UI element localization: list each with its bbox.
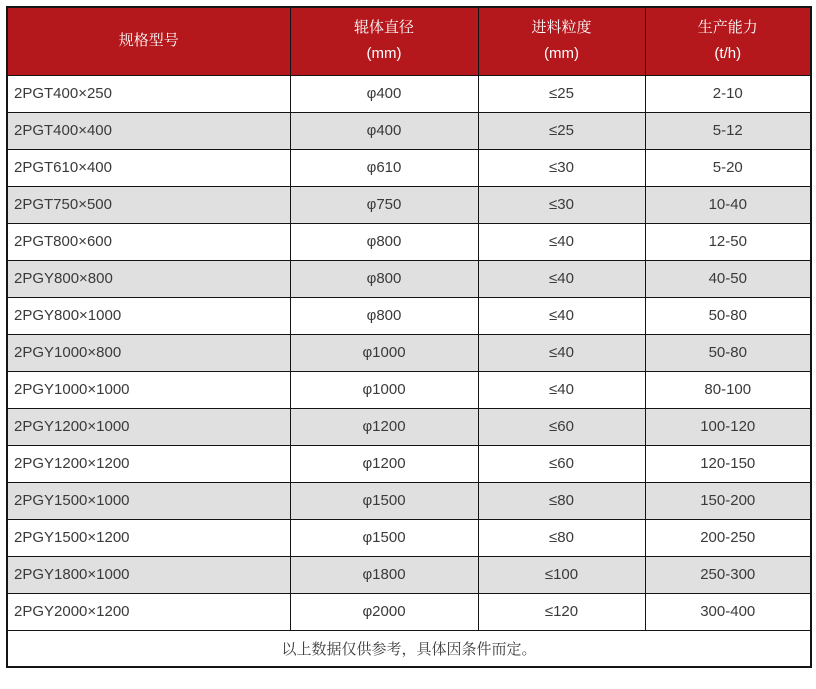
roller-diameter-cell: φ1200 [290,408,478,445]
feed-size-cell: ≤60 [478,445,645,482]
roller-diameter-cell: φ610 [290,149,478,186]
roller-diameter-cell: φ400 [290,112,478,149]
header-feed-size-label: 进料粒度 [531,19,592,37]
model-cell: 2PGT400×400 [7,112,290,149]
table-row [7,408,811,445]
footnote-row [7,630,811,667]
table-row [7,112,811,149]
roller-diameter-cell: φ800 [290,260,478,297]
feed-size-cell: ≤120 [478,593,645,630]
model-cell: 2PGY1500×1000 [7,482,290,519]
model-cell: 2PGT610×400 [7,149,290,186]
model-cell: 2PGY2000×1200 [7,593,290,630]
feed-size-cell: ≤40 [478,371,645,408]
header-model [7,7,290,75]
table-row [7,260,811,297]
capacity-cell: 5-12 [645,112,811,149]
footnote-text: 以上数据仅供参考，具体因条件而定。 [7,630,811,667]
capacity-cell: 300-400 [645,593,811,630]
model-cell: 2PGY800×800 [7,260,290,297]
table-row [7,593,811,630]
header-capacity-label: 生产能力 [697,19,758,37]
capacity-cell: 250-300 [645,556,811,593]
capacity-cell: 50-80 [645,334,811,371]
model-cell: 2PGY1200×1000 [7,408,290,445]
spec-table-body [7,75,811,630]
feed-size-cell: ≤40 [478,297,645,334]
table-row [7,186,811,223]
header-row [7,7,811,75]
table-row [7,556,811,593]
feed-size-cell: ≤25 [478,112,645,149]
roller-diameter-cell: φ1000 [290,334,478,371]
feed-size-cell: ≤80 [478,519,645,556]
spec-table [6,6,812,668]
header-roller-diameter-label: 辊体直径 [353,19,414,37]
feed-size-cell: ≤100 [478,556,645,593]
model-cell: 2PGY1000×800 [7,334,290,371]
roller-diameter-cell: φ1500 [290,519,478,556]
table-row [7,445,811,482]
roller-diameter-cell: φ1000 [290,371,478,408]
header-roller-diameter [290,7,478,75]
model-cell: 2PGY1500×1200 [7,519,290,556]
header-model-label: 规格型号 [118,32,179,50]
roller-diameter-cell: φ1800 [290,556,478,593]
roller-diameter-cell: φ750 [290,186,478,223]
roller-diameter-cell: φ800 [290,223,478,260]
feed-size-cell: ≤30 [478,149,645,186]
model-cell: 2PGT400×250 [7,75,290,112]
capacity-cell: 50-80 [645,297,811,334]
header-capacity-unit: (t/h) [714,45,742,63]
model-cell: 2PGT800×600 [7,223,290,260]
model-cell: 2PGY1000×1000 [7,371,290,408]
table-row [7,75,811,112]
table-row [7,297,811,334]
feed-size-cell: ≤30 [478,186,645,223]
model-cell: 2PGY1200×1200 [7,445,290,482]
header-feed-size [478,7,645,75]
capacity-cell: 12-50 [645,223,811,260]
table-row [7,334,811,371]
roller-diameter-cell: φ1500 [290,482,478,519]
roller-diameter-cell: φ2000 [290,593,478,630]
model-cell: 2PGY800×1000 [7,297,290,334]
header-roller-diameter-unit: (mm) [366,45,402,63]
feed-size-cell: ≤60 [478,408,645,445]
header-feed-size-unit: (mm) [544,45,579,63]
feed-size-cell: ≤80 [478,482,645,519]
capacity-cell: 150-200 [645,482,811,519]
table-row [7,482,811,519]
feed-size-cell: ≤40 [478,334,645,371]
spec-table-footer [7,630,811,667]
table-row [7,149,811,186]
table-row [7,371,811,408]
capacity-cell: 200-250 [645,519,811,556]
roller-diameter-cell: φ400 [290,75,478,112]
capacity-cell: 5-20 [645,149,811,186]
table-row [7,223,811,260]
capacity-cell: 10-40 [645,186,811,223]
feed-size-cell: ≤40 [478,260,645,297]
feed-size-cell: ≤40 [478,223,645,260]
capacity-cell: 2-10 [645,75,811,112]
table-row [7,519,811,556]
header-capacity [645,7,811,75]
roller-diameter-cell: φ1200 [290,445,478,482]
capacity-cell: 120-150 [645,445,811,482]
model-cell: 2PGY1800×1000 [7,556,290,593]
roller-diameter-cell: φ800 [290,297,478,334]
spec-table-header [7,7,811,75]
capacity-cell: 100-120 [645,408,811,445]
capacity-cell: 40-50 [645,260,811,297]
model-cell: 2PGT750×500 [7,186,290,223]
feed-size-cell: ≤25 [478,75,645,112]
capacity-cell: 80-100 [645,371,811,408]
